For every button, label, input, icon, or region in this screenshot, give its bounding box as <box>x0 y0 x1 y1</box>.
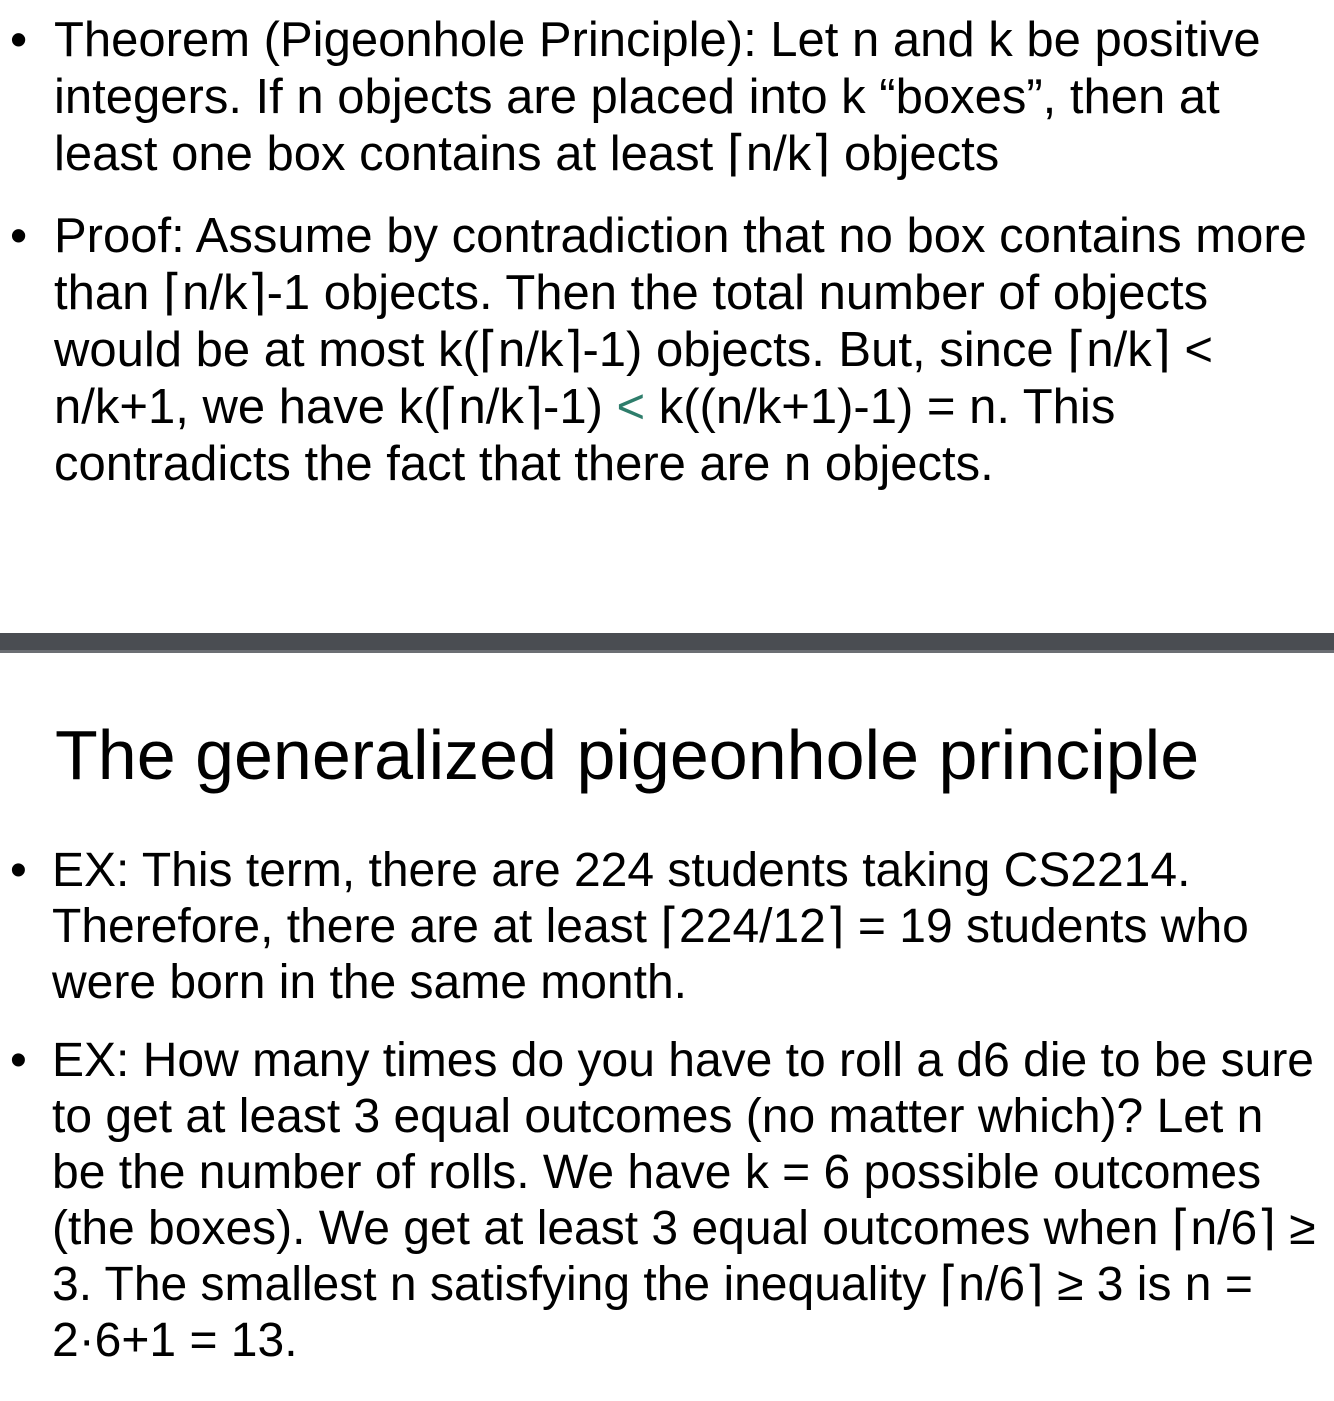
example-bullet-dice <box>10 1033 1325 1369</box>
slide-pigeonhole-theorem <box>0 0 1334 633</box>
theorem-bullet <box>10 12 1325 183</box>
proof-bullet <box>10 208 1325 493</box>
proof-text-start: Proof: Assume by contradiction that no box contains more than ⌈n/k⌉-1 objects. Then the total number of objects would be at most k(⌈n/k⌉-1) objects. But, since ⌈n/k⌉ < n/k+1, we have k(⌈n/k⌉-1) <box>54 209 1307 434</box>
proof-text-end: k((n/k+1)-1) = n. This contradicts the fact that there are n objects. <box>54 380 1116 491</box>
slide-title: The generalized pigeonhole principle <box>55 716 1200 794</box>
example-text: EX: This term, there are 224 students taking CS2214. Therefore, there are at least ⌈224/12⌉ = 19 students who were born in the same month. <box>52 844 1249 1009</box>
bullet-dot-icon: • <box>10 1034 27 1087</box>
bullet-list <box>10 843 1325 1369</box>
bullet-list <box>10 12 1325 493</box>
theorem-text: Theorem (Pigeonhole Principle): Let n and k be positive integers. If n objects are placed into k “boxes”, then at least one box contains at least ⌈n/k⌉ objects <box>54 13 1261 181</box>
example-text: EX: How many times do you have to roll a d6 die to be sure to get at least 3 equal outcomes (no matter which)? Let n be the number of rolls. We have k = 6 possible outcomes (the boxes). We get at least 3 equal outcomes when ⌈n/6⌉ ≥ 3. The smallest n satisfying the inequality ⌈n/6⌉ ≥ 3 is n = 2·6+1 = 13. <box>52 1034 1316 1367</box>
slide-generalized-pigeonhole <box>0 653 1334 1401</box>
bullet-dot-icon: • <box>10 13 28 67</box>
slide-divider <box>0 633 1334 653</box>
proof-inequality-symbol: < <box>616 380 646 434</box>
bullet-dot-icon: • <box>10 209 28 263</box>
bullet-dot-icon: • <box>10 844 27 897</box>
example-bullet-students <box>10 843 1325 1011</box>
